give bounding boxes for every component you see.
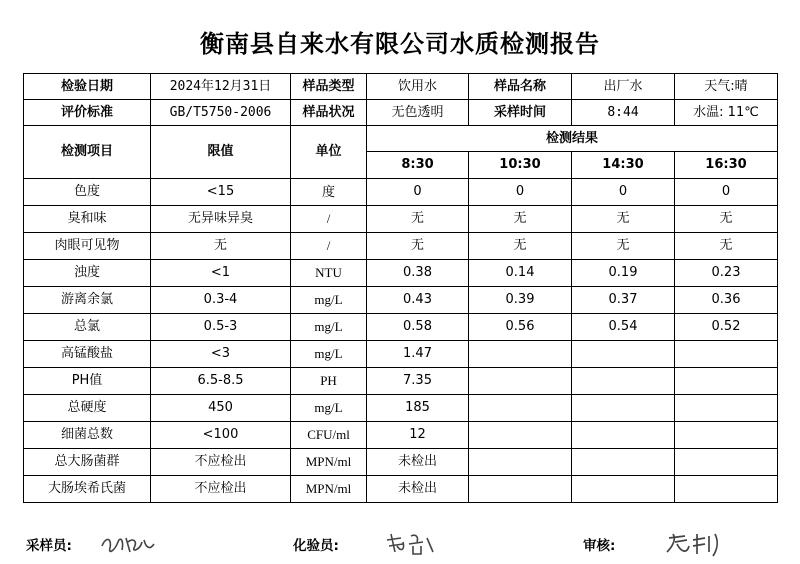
col-limit-header: 限值 [151, 126, 291, 179]
signature-footer [0, 528, 800, 558]
standard-value: GB/T5750-2006 [151, 100, 291, 126]
table-row [24, 368, 778, 395]
result-value: 0.14 [469, 260, 572, 287]
limit-value: <15 [151, 179, 291, 206]
unit-value: mg/L [291, 395, 367, 422]
limit-value: 450 [151, 395, 291, 422]
item-name: 高锰酸盐 [24, 341, 151, 368]
col-results-header: 检测结果 [367, 126, 778, 152]
col-item-header: 检测项目 [24, 126, 151, 179]
result-value: 0 [675, 179, 778, 206]
result-value: 0.37 [572, 287, 675, 314]
result-value: 无 [367, 206, 469, 233]
result-value: 未检出 [367, 449, 469, 476]
item-name: 肉眼可见物 [24, 233, 151, 260]
item-name: 游离余氯 [24, 287, 151, 314]
item-name: 总大肠菌群 [24, 449, 151, 476]
result-value: 0 [367, 179, 469, 206]
result-value: 0.39 [469, 287, 572, 314]
result-value [572, 368, 675, 395]
date-label: 检验日期 [24, 74, 151, 100]
time-header: 16:30 [675, 152, 778, 179]
sampling-time-label: 采样时间 [469, 100, 572, 126]
result-value [469, 341, 572, 368]
table-row [24, 260, 778, 287]
limit-value: 不应检出 [151, 449, 291, 476]
result-value: 0.43 [367, 287, 469, 314]
unit-value: mg/L [291, 341, 367, 368]
tester-signature-icon [383, 528, 439, 558]
result-value: 0.54 [572, 314, 675, 341]
time-header: 8:30 [367, 152, 469, 179]
result-value: 0.56 [469, 314, 572, 341]
unit-value: 度 [291, 179, 367, 206]
result-value: 0.52 [675, 314, 778, 341]
result-value: 1.47 [367, 341, 469, 368]
result-value [572, 449, 675, 476]
result-value [572, 476, 675, 503]
report-title: 衡南县自来水有限公司水质检测报告 [200, 29, 600, 58]
report-table [23, 73, 778, 503]
item-name: 色度 [24, 179, 151, 206]
result-value: 0.58 [367, 314, 469, 341]
limit-value: 6.5-8.5 [151, 368, 291, 395]
unit-value: mg/L [291, 314, 367, 341]
header-row-1 [24, 74, 778, 100]
table-row [24, 449, 778, 476]
result-value: 0.38 [367, 260, 469, 287]
sample-state-value: 无色透明 [367, 100, 469, 126]
limit-value: 无 [151, 233, 291, 260]
unit-value: MPN/ml [291, 476, 367, 503]
table-row [24, 179, 778, 206]
limit-value: 无异味异臭 [151, 206, 291, 233]
result-value [572, 341, 675, 368]
sample-name-value: 出厂水 [572, 74, 675, 100]
table-row [24, 341, 778, 368]
column-header-row [24, 126, 778, 152]
table-row [24, 287, 778, 314]
result-value [675, 422, 778, 449]
result-value: 无 [675, 233, 778, 260]
item-name: 总氯 [24, 314, 151, 341]
unit-value: PH [291, 368, 367, 395]
table-row [24, 395, 778, 422]
result-value: 0 [572, 179, 675, 206]
result-value [675, 368, 778, 395]
tester-label: 化验员: [293, 538, 339, 554]
unit-value: / [291, 206, 367, 233]
result-value [469, 395, 572, 422]
limit-value: <1 [151, 260, 291, 287]
result-value [675, 395, 778, 422]
item-name: 总硬度 [24, 395, 151, 422]
result-value: 无 [572, 206, 675, 233]
sample-name-label: 样品名称 [469, 74, 572, 100]
reviewer-signature-icon [663, 528, 727, 558]
sample-type-label: 样品类型 [291, 74, 367, 100]
table-row [24, 422, 778, 449]
result-value [675, 476, 778, 503]
result-value: 0.36 [675, 287, 778, 314]
limit-value: 0.3-4 [151, 287, 291, 314]
item-name: 臭和味 [24, 206, 151, 233]
result-value [572, 395, 675, 422]
limit-value: 不应检出 [151, 476, 291, 503]
result-value: 无 [572, 233, 675, 260]
item-name: 浊度 [24, 260, 151, 287]
sampling-time-value: 8:44 [572, 100, 675, 126]
sampler-signature-icon [96, 528, 158, 558]
result-value [469, 449, 572, 476]
sample-type-value: 饮用水 [367, 74, 469, 100]
reviewer-label: 审核: [583, 538, 616, 554]
result-value [469, 422, 572, 449]
result-value [469, 476, 572, 503]
weather: 天气:晴 [675, 74, 778, 100]
result-value: 0 [469, 179, 572, 206]
result-value: 无 [469, 233, 572, 260]
table-row [24, 314, 778, 341]
result-value: 无 [469, 206, 572, 233]
result-value: 无 [675, 206, 778, 233]
table-row [24, 476, 778, 503]
item-name: 细菌总数 [24, 422, 151, 449]
result-value [675, 341, 778, 368]
time-header: 10:30 [469, 152, 572, 179]
unit-value: NTU [291, 260, 367, 287]
sample-state-label: 样品状况 [291, 100, 367, 126]
standard-label: 评价标准 [24, 100, 151, 126]
result-value: 0.19 [572, 260, 675, 287]
date-value: 2024年12月31日 [151, 74, 291, 100]
table-row [24, 206, 778, 233]
time-header: 14:30 [572, 152, 675, 179]
result-value: 7.35 [367, 368, 469, 395]
water-temp: 水温: 11℃ [675, 100, 778, 126]
result-value [469, 368, 572, 395]
col-unit-header: 单位 [291, 126, 367, 179]
unit-value: MPN/ml [291, 449, 367, 476]
result-value: 12 [367, 422, 469, 449]
result-value: 185 [367, 395, 469, 422]
unit-value: CFU/ml [291, 422, 367, 449]
result-value: 无 [367, 233, 469, 260]
result-value: 未检出 [367, 476, 469, 503]
table-row [24, 233, 778, 260]
unit-value: mg/L [291, 287, 367, 314]
sampler-label: 采样员: [26, 538, 72, 554]
item-name: 大肠埃希氏菌 [24, 476, 151, 503]
result-value: 0.23 [675, 260, 778, 287]
unit-value: / [291, 233, 367, 260]
item-name: PH值 [24, 368, 151, 395]
limit-value: <100 [151, 422, 291, 449]
limit-value: 0.5-3 [151, 314, 291, 341]
result-value [675, 449, 778, 476]
limit-value: <3 [151, 341, 291, 368]
header-row-2 [24, 100, 778, 126]
result-value [572, 422, 675, 449]
